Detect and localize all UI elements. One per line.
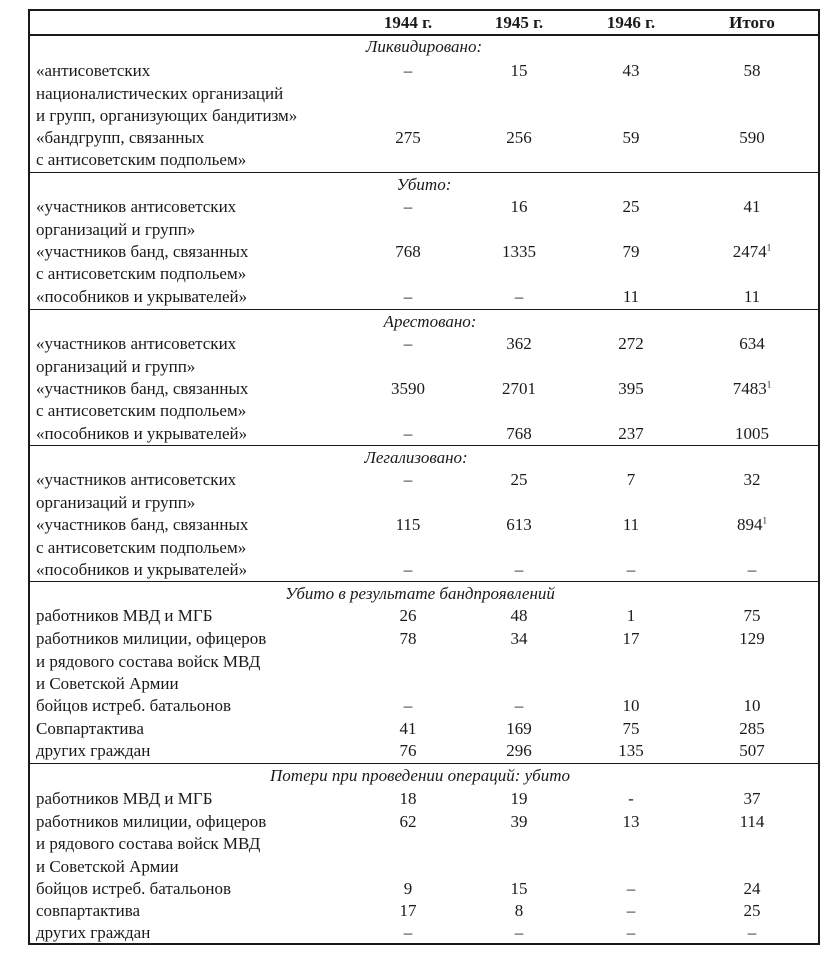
row-label: и Советской Армии [36, 674, 179, 693]
row-label: «пособников и укрывателей» [36, 287, 248, 306]
row-label: и рядового состава войск МВД [36, 652, 261, 671]
cell-total: 634 [739, 334, 765, 353]
row-label: бойцов истреб. батальонов [36, 879, 232, 898]
cell-total: 24 [743, 879, 761, 898]
cell-1944: – [403, 287, 413, 306]
cell-value: 7483 [732, 379, 767, 398]
row-label: «пособников и укрывателей» [36, 560, 248, 579]
cell-1945: 48 [510, 606, 528, 625]
cell-1945: 16 [510, 197, 528, 216]
section-title-liquidated: Ликвидировано: [365, 37, 483, 56]
cell-value: 894 [737, 515, 763, 534]
cell-1944: 26 [399, 606, 417, 625]
cell-total: 58 [743, 61, 761, 80]
cell-total [737, 514, 767, 536]
row-label: с антисоветским подпольем» [36, 150, 247, 169]
footnote-mark: 1 [766, 379, 772, 390]
cell-1945: – [514, 287, 524, 306]
cell-1946: – [626, 901, 636, 920]
row-label: и Советской Армии [36, 857, 179, 876]
row-label: бойцов истреб. батальонов [36, 696, 232, 715]
cell-1946: 25 [622, 197, 640, 216]
cell-1946: – [626, 879, 636, 898]
cell-total: – [747, 923, 757, 942]
row-label: «участников банд, связанных [36, 379, 249, 398]
cell-total: 507 [739, 741, 765, 760]
cell-1944: – [403, 334, 413, 353]
section-title-operation-losses: Потери при проведении операций: убито [270, 766, 570, 785]
cell-1944: 17 [399, 901, 417, 920]
row-label: и групп, организующих бандитизм» [36, 106, 298, 125]
header-1944: 1944 г. [383, 13, 433, 32]
cell-1946: 13 [622, 812, 640, 831]
cell-1944: 62 [399, 812, 417, 831]
section-divider [28, 763, 820, 764]
cell-1945: 15 [510, 879, 528, 898]
cell-1946: 237 [618, 424, 644, 443]
row-label: других граждан [36, 923, 151, 942]
cell-1944: – [403, 197, 413, 216]
cell-1946: 135 [618, 741, 644, 760]
cell-total [733, 378, 772, 400]
cell-1944: 18 [399, 789, 417, 808]
section-title-killed-bandit-actions: Убито в результате бандпроявлений [285, 584, 555, 603]
header-total: Итого [729, 13, 775, 32]
row-label: организаций и групп» [36, 493, 196, 512]
section-divider [28, 172, 820, 173]
cell-1945: – [514, 696, 524, 715]
cell-1945: 2701 [502, 379, 536, 398]
cell-1946: 79 [622, 242, 640, 261]
section-title-legalized: Легализовано: [364, 448, 468, 467]
cell-total: 11 [743, 287, 761, 306]
header-1945: 1945 г. [494, 13, 544, 32]
cell-1944: 768 [395, 242, 421, 261]
cell-1944: – [403, 61, 413, 80]
cell-1946: 10 [622, 696, 640, 715]
cell-1946: 272 [618, 334, 644, 353]
row-label: совпартактива [36, 901, 141, 920]
cell-1944: – [403, 424, 413, 443]
row-label: работников милиции, офицеров [36, 629, 267, 648]
cell-1946: 1 [626, 606, 636, 625]
cell-1944: 41 [399, 719, 417, 738]
cell-1945: 296 [506, 741, 532, 760]
cell-1946: 11 [622, 287, 640, 306]
cell-1945: 768 [506, 424, 532, 443]
cell-1944: – [403, 923, 413, 942]
row-label: с антисоветским подпольем» [36, 538, 247, 557]
footnote-mark: 1 [766, 242, 772, 253]
cell-total [733, 241, 772, 263]
cell-1945: 256 [506, 128, 532, 147]
cell-1946: – [626, 560, 636, 579]
section-title-killed: Убито: [396, 175, 452, 194]
row-label: работников милиции, офицеров [36, 812, 267, 831]
footnote-mark: 1 [762, 515, 767, 526]
cell-total: 1005 [735, 424, 769, 443]
section-divider [28, 581, 820, 582]
cell-1944: – [403, 560, 413, 579]
cell-1944: 78 [399, 629, 417, 648]
section-divider [28, 309, 820, 310]
cell-1945: – [514, 923, 524, 942]
cell-1945: 39 [510, 812, 528, 831]
cell-1944: 3590 [391, 379, 425, 398]
row-label: с антисоветским подпольем» [36, 401, 247, 420]
cell-total: 285 [739, 719, 765, 738]
cell-1944: 76 [399, 741, 417, 760]
row-label: работников МВД и МГБ [36, 606, 213, 625]
cell-1946: 75 [622, 719, 640, 738]
cell-1944: – [403, 470, 413, 489]
cell-1945: 613 [506, 515, 532, 534]
cell-1946: 7 [626, 470, 636, 489]
row-label: с антисоветским подпольем» [36, 264, 247, 283]
cell-1945: 362 [506, 334, 532, 353]
row-label: организаций и групп» [36, 220, 196, 239]
cell-1945: – [514, 560, 524, 579]
row-label: «участников антисоветских [36, 334, 237, 353]
cell-total: 129 [739, 629, 765, 648]
section-divider [28, 445, 820, 446]
cell-1946: 395 [618, 379, 644, 398]
cell-1944: 9 [403, 879, 413, 898]
cell-total: 41 [743, 197, 761, 216]
cell-1945: 34 [510, 629, 528, 648]
cell-total: 10 [743, 696, 761, 715]
cell-1945: 169 [506, 719, 532, 738]
cell-1944: – [403, 696, 413, 715]
row-label: «бандгрупп, связанных [36, 128, 205, 147]
cell-total: 25 [743, 901, 761, 920]
row-label: «участников банд, связанных [36, 515, 249, 534]
row-label: работников МВД и МГБ [36, 789, 213, 808]
header-1946: 1946 г. [606, 13, 656, 32]
row-label: «участников банд, связанных [36, 242, 249, 261]
cell-total: 37 [743, 789, 761, 808]
row-label: «пособников и укрывателей» [36, 424, 248, 443]
cell-total: – [747, 560, 757, 579]
section-title-arrested: Арестовано: [383, 312, 477, 331]
cell-1945: 19 [510, 789, 528, 808]
row-label: организаций и групп» [36, 357, 196, 376]
row-label: и рядового состава войск МВД [36, 834, 261, 853]
cell-1945: 1335 [502, 242, 536, 261]
row-label: националистических организаций [36, 84, 284, 103]
row-label: «участников антисоветских [36, 197, 237, 216]
cell-total: 590 [739, 128, 765, 147]
cell-1945: 8 [514, 901, 524, 920]
cell-1946: 43 [622, 61, 640, 80]
row-label: Совпартактива [36, 719, 144, 738]
row-label: «участников антисоветских [36, 470, 237, 489]
cell-1944: 115 [395, 515, 421, 534]
cell-value: 2474 [732, 242, 767, 261]
cell-1946: 11 [622, 515, 640, 534]
cell-1944: 275 [395, 128, 421, 147]
cell-1946: – [626, 923, 636, 942]
cell-1945: 25 [510, 470, 528, 489]
cell-total: 75 [743, 606, 761, 625]
row-label: «антисоветских [36, 61, 151, 80]
row-label: других граждан [36, 741, 151, 760]
cell-1945: 15 [510, 61, 528, 80]
cell-total: 114 [739, 812, 765, 831]
cell-1946: 17 [622, 629, 640, 648]
cell-1946: 59 [622, 128, 640, 147]
cell-total: 32 [743, 470, 761, 489]
cell-1946: - [628, 789, 634, 808]
